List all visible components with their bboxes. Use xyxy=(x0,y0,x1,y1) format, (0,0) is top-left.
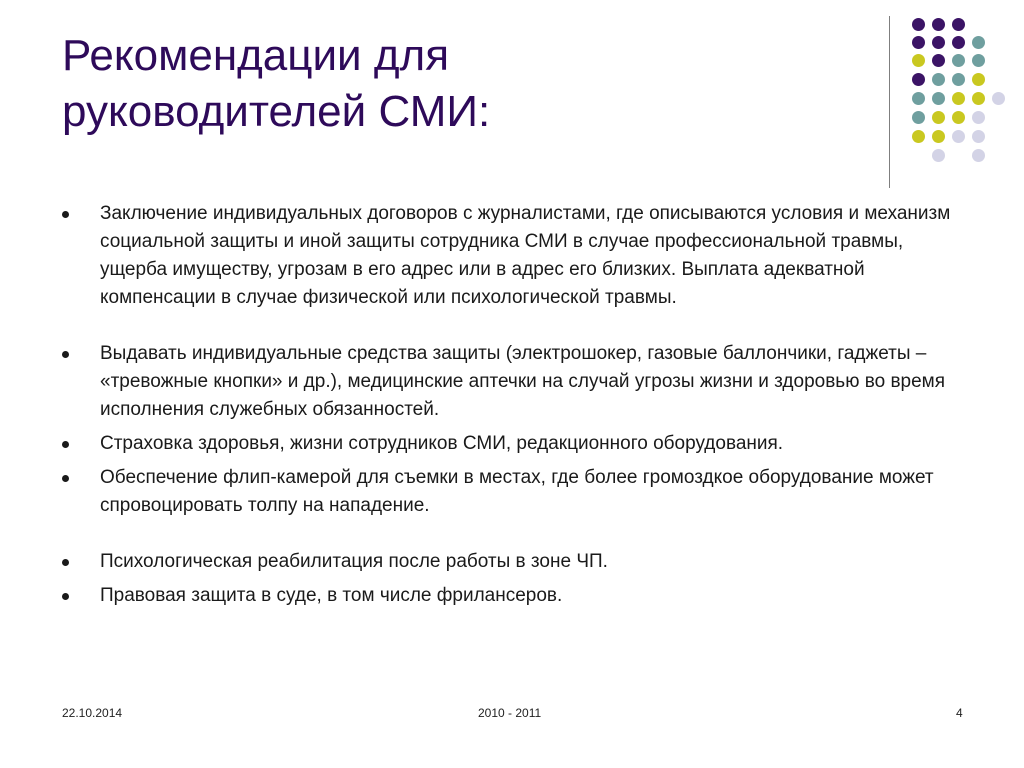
bullet-dot-icon xyxy=(62,593,69,600)
decor-dot xyxy=(952,111,965,124)
slide-title xyxy=(62,28,842,140)
bullet-text: Страховка здоровья, жизни сотрудников СМИ, редакционного оборудования. xyxy=(100,433,784,454)
decor-dot xyxy=(932,54,945,67)
decor-dot xyxy=(912,130,925,143)
slide-title-line-1: Рекомендации для xyxy=(62,31,450,80)
decor-dot xyxy=(952,130,965,143)
bullet-list xyxy=(62,200,962,610)
decor-dot xyxy=(932,149,945,162)
bullet-dot-icon xyxy=(62,475,69,482)
bullet-item xyxy=(62,200,962,312)
footer-center-text: 2010 - 2011 xyxy=(478,706,542,720)
decor-dot xyxy=(912,18,925,31)
decor-dot xyxy=(952,73,965,86)
bullet-item xyxy=(62,340,962,424)
decor-dot xyxy=(912,73,925,86)
bullet-item xyxy=(62,430,962,458)
decor-dot xyxy=(992,92,1005,105)
decor-dot xyxy=(932,92,945,105)
decor-dot xyxy=(952,18,965,31)
decor-dot xyxy=(952,92,965,105)
bullet-text: Правовая защита в суде, в том числе фрилансеров. xyxy=(100,585,563,606)
decor-dot xyxy=(952,54,965,67)
slide-number: 4 xyxy=(956,706,963,720)
decor-dot xyxy=(932,130,945,143)
bullet-dot-icon xyxy=(62,351,69,358)
decor-dot xyxy=(912,111,925,124)
bullet-dot-icon xyxy=(62,211,69,218)
decor-dot xyxy=(932,73,945,86)
decor-dot xyxy=(972,73,985,86)
decor-dot xyxy=(972,36,985,49)
bullet-dot-icon xyxy=(62,559,69,566)
bullet-text: Заключение индивидуальных договоров с журналистами, где описываются условия и механизм социальной защиты и иной защиты сотрудника СМИ в случае профессиональной травмы, ущерба имуществу, угрозам в его адрес или в адрес его близких. Выплата адекватной компенсации в случае физической или психологической травмы. xyxy=(100,203,951,308)
decor-dot xyxy=(912,36,925,49)
bullet-text: Выдавать индивидуальные средства защиты (электрошокер, газовые баллончики, гаджеты – «тревожные кнопки» и др.), медицинские аптечки на случай угрозы жизни и здоровью во время исполнения служебных обязанностей. xyxy=(100,343,946,420)
bullet-item xyxy=(62,582,962,610)
vertical-divider xyxy=(889,16,890,188)
decor-dot xyxy=(952,36,965,49)
bullet-item xyxy=(62,464,962,520)
decor-dot xyxy=(972,92,985,105)
decor-dot xyxy=(972,149,985,162)
bullet-dot-icon xyxy=(62,441,69,448)
decor-dot xyxy=(972,111,985,124)
bullet-text: Обеспечение флип-камерой для съемки в местах, где более громоздкое оборудование может спровоцировать толпу на нападение. xyxy=(100,467,934,516)
decorative-dot-grid xyxy=(906,12,1006,164)
decor-dot xyxy=(972,130,985,143)
decor-dot xyxy=(912,54,925,67)
decor-dot xyxy=(972,54,985,67)
decor-dot xyxy=(932,111,945,124)
decor-dot xyxy=(912,92,925,105)
footer-date: 22.10.2014 xyxy=(62,706,123,720)
decor-dot xyxy=(932,36,945,49)
slide-title-line-2: руководителей СМИ: xyxy=(62,87,491,136)
bullet-item xyxy=(62,548,962,576)
bullet-text: Психологическая реабилитация после работы в зоне ЧП. xyxy=(100,551,608,572)
decor-dot xyxy=(932,18,945,31)
